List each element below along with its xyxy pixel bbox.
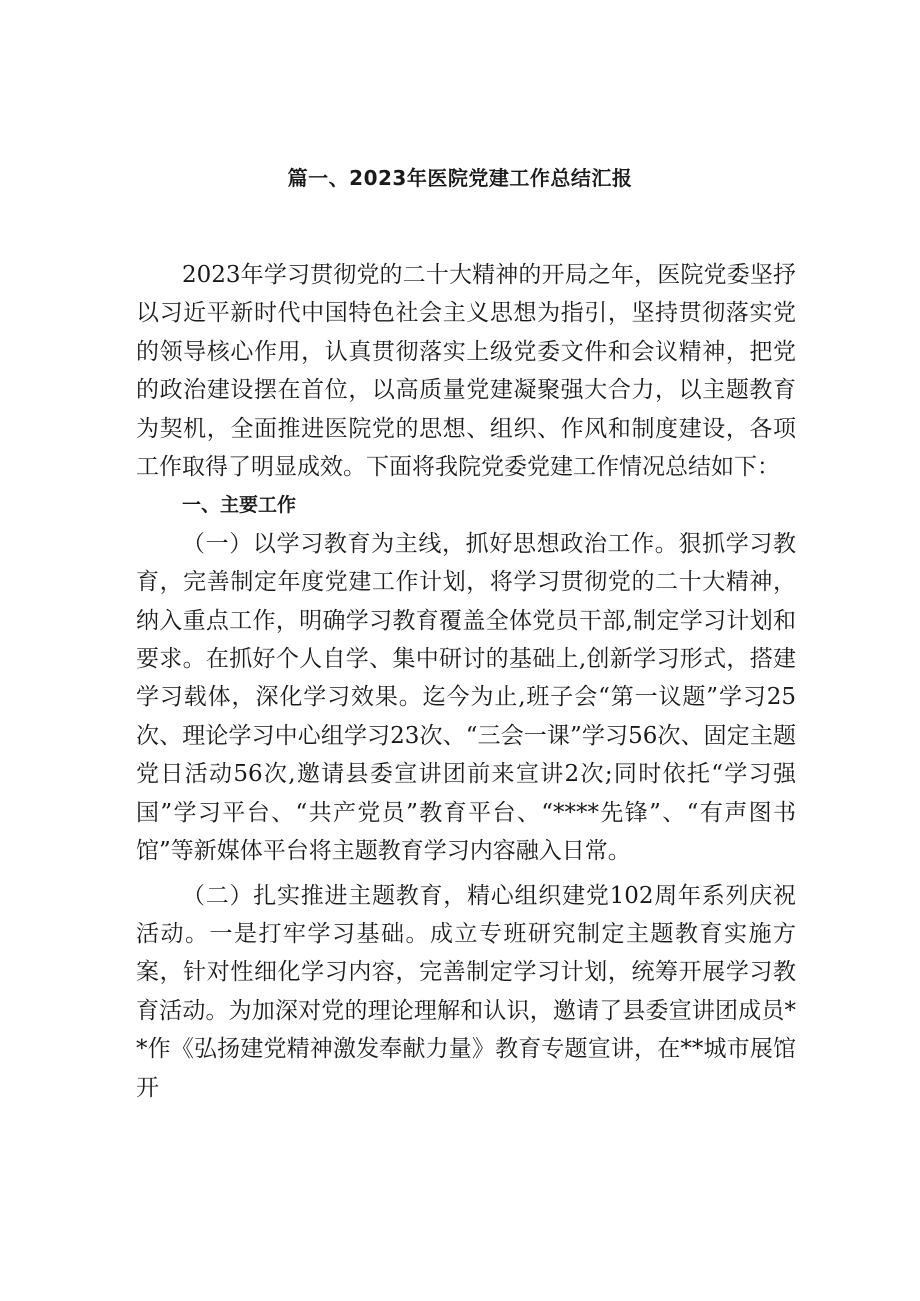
paragraph-item-one: （一）以学习教育为主线，抓好思想政治工作。狠抓学习教育，完善制定年度党建工作计划，将学习贯彻党的二十大精神，纳入重点工作，明确学习教育覆盖全体党员干部,制定学习计划和要求。在抓好个人自学、集中研讨的基础上,创新学习形式，搭建学习载体，深化学习效果。迄今为止,班子会“第一议题”学习25次、理论学习中心组学习23次、“三会一课”学习56次、固定主题党日活动56次,邀请县委宣讲团前来宣讲2次;同时依托“学习强国”学习平台、“共产党员”教育平台、“****先锋”、“有声图书馆”等新媒体平台将主题教育学习内容融入日常。 [136, 530, 796, 865]
section-heading-main-work: 一、主要工作 [182, 494, 297, 517]
document-title: 篇一、2023年医院党建工作总结汇报 [287, 166, 633, 190]
paragraph-item-two: （二）扎实推进主题教育，精心组织建党102周年系列庆祝活动。一是打牢学习基础。成立专班研究制定主题教育实施方案，针对性细化学习内容，完善制定学习计划，统筹开展学习教育活动。为加深对党的理论理解和认识，邀请了县委宣讲团成员**作《弘扬建党精神激发奉献力量》教育专题宣讲，在**城市展馆开 [136, 882, 796, 1101]
document-body [136, 256, 796, 1107]
intro-paragraph: 2023年学习贯彻党的二十大精神的开局之年，医院党委坚抒以习近平新时代中国特色社会主义思想为指引，坚持贯彻落实党的领导核心作用，认真贯彻落实上级党委文件和会议精神，把党的政治建设摆在首位，以高质量党建凝聚强大合力，以主题教育为契机，全面推进医院党的思想、组织、作风和制度建设，各项工作取得了明显成效。下面将我院党委党建工作情况总结如下： [136, 262, 796, 481]
